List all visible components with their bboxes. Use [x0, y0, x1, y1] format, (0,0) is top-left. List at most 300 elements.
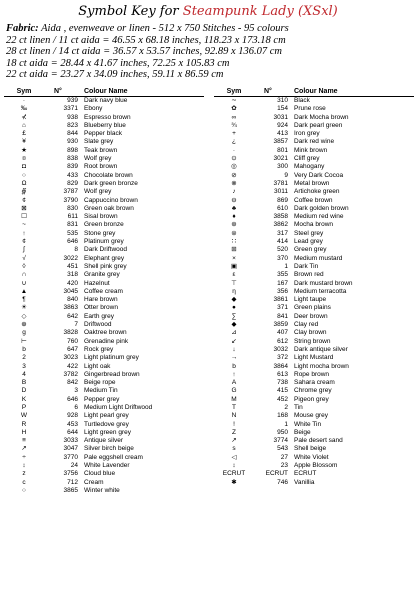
- number-cell: 842: [67, 379, 78, 387]
- symbol-cell: ¥: [22, 138, 26, 146]
- symbol-cell: G: [231, 387, 237, 395]
- table-row: [214, 313, 414, 321]
- symbol-cell: !: [233, 420, 235, 428]
- colour-name-cell: Driftwood: [84, 321, 112, 329]
- colour-name-cell: Sahara cream: [294, 379, 335, 387]
- number-cell: 2: [284, 403, 288, 411]
- colour-name-cell: Slate grey: [84, 138, 114, 146]
- colour-name-cell: Root brown: [84, 163, 118, 171]
- table-row: [4, 172, 204, 180]
- table-row: [4, 387, 204, 395]
- table-row: [214, 180, 414, 188]
- symbol-cell: ⊢: [21, 337, 27, 345]
- table-row: [4, 396, 204, 404]
- colour-name-cell: Pale eggshell cream: [84, 453, 143, 461]
- number-cell: 801: [277, 146, 288, 154]
- symbol-cell: ECRUT: [222, 470, 246, 478]
- symbol-cell: ◇: [21, 312, 27, 320]
- symbol-cell: ÷: [22, 453, 26, 461]
- table-row: [4, 412, 204, 420]
- colour-name-cell: Mahogany: [294, 163, 325, 171]
- symbol-cell: ◆: [231, 321, 237, 329]
- number-cell: 3022: [63, 254, 78, 262]
- symbol-cell: ◎: [231, 163, 237, 171]
- symbol-cell: 3: [22, 362, 26, 370]
- symbol-cell: ◊: [22, 262, 26, 270]
- table-row: [214, 188, 414, 196]
- table-row: [214, 437, 414, 445]
- symbol-cell: D: [21, 387, 27, 395]
- symbol-cell: ·: [22, 97, 26, 104]
- colour-name-cell: Otter brown: [84, 304, 118, 312]
- symbol-cell: ↑: [232, 370, 236, 378]
- number-cell: 831: [67, 221, 78, 229]
- colour-name-cell: String brown: [294, 337, 331, 345]
- number-cell: 611: [67, 213, 78, 221]
- symbol-cell: K: [21, 395, 27, 403]
- symbol-cell: ◁: [231, 453, 237, 461]
- table-row: [214, 197, 414, 205]
- symbol-table-right: [214, 88, 414, 487]
- number-cell: 823: [67, 121, 78, 129]
- table-row: [4, 313, 204, 321]
- colour-name-cell: Grenadine pink: [84, 337, 129, 345]
- table-row: [4, 147, 204, 155]
- symbol-cell: ⊠: [21, 204, 27, 212]
- number-cell: 452: [277, 395, 288, 403]
- number-cell: 3781: [273, 179, 288, 187]
- colour-name-cell: Light Mustard: [294, 354, 334, 362]
- table-row: [214, 304, 414, 312]
- table-row: [4, 421, 204, 429]
- number-cell: 3864: [273, 362, 288, 370]
- symbol-cell: ⊕: [21, 321, 27, 329]
- symbol-cell: ∑: [231, 312, 237, 320]
- table-row: [214, 470, 414, 478]
- table-row: [4, 130, 204, 138]
- number-cell: 3023: [63, 354, 78, 362]
- number-cell: 372: [277, 354, 288, 362]
- number-cell: 3774: [273, 437, 288, 445]
- table-row: [4, 271, 204, 279]
- number-cell: 451: [67, 262, 78, 270]
- table-row: [214, 105, 414, 113]
- colour-name-cell: Shell pink grey: [84, 262, 127, 270]
- symbol-cell: ↕: [22, 462, 26, 470]
- symbol-cell: →: [230, 354, 238, 362]
- symbol-cell: ¢: [22, 196, 26, 204]
- symbol-key-left-column: [4, 88, 204, 495]
- table-row: [4, 429, 204, 437]
- symbol-key-right-column: [214, 88, 414, 487]
- symbol-cell: ×: [232, 254, 236, 262]
- number-cell: 433: [67, 171, 78, 179]
- symbol-cell: s: [232, 445, 236, 453]
- colour-name-cell: Medium terracotta: [294, 287, 347, 295]
- header-sym: Sym: [4, 88, 44, 97]
- symbol-cell: +: [232, 130, 236, 138]
- symbol-cell: ♪: [232, 188, 236, 196]
- table-row: [214, 238, 414, 246]
- header-colour-name: Colour Name: [294, 88, 414, 97]
- table-row: [4, 188, 204, 196]
- colour-name-cell: Dark mustard brown: [294, 279, 353, 287]
- table-row: [214, 445, 414, 453]
- number-cell: 3047: [63, 445, 78, 453]
- number-cell: 3861: [273, 296, 288, 304]
- colour-name-cell: Chrome grey: [294, 387, 332, 395]
- symbol-cell: ⊿: [231, 329, 237, 337]
- colour-name-cell: Winter white: [84, 486, 120, 494]
- symbol-cell: ○: [22, 171, 26, 179]
- number-cell: 642: [67, 312, 78, 320]
- number-cell: 869: [277, 196, 288, 204]
- colour-name-cell: Beige rope: [84, 379, 116, 387]
- table-row: [214, 404, 414, 412]
- table-row: [4, 280, 204, 288]
- symbol-cell: ★: [21, 146, 27, 154]
- table-row: [4, 329, 204, 337]
- colour-name-cell: Dark antique silver: [294, 345, 348, 353]
- table-row: [214, 280, 414, 288]
- table-row: [4, 304, 204, 312]
- colour-name-cell: White Tin: [294, 420, 322, 428]
- colour-name-cell: Light oak: [84, 362, 111, 370]
- table-row: [214, 429, 414, 437]
- symbol-cell: ∞: [231, 113, 237, 121]
- symbol-cell: ¾: [231, 121, 237, 129]
- symbol-cell: ¢: [22, 238, 26, 246]
- table-row: [4, 296, 204, 304]
- table-row: [214, 230, 414, 238]
- colour-name-cell: Tin: [294, 403, 303, 411]
- number-cell: 830: [67, 204, 78, 212]
- symbol-cell: ⊜: [231, 229, 237, 237]
- symbol-cell: ↗: [21, 445, 27, 453]
- table-row: [4, 479, 204, 487]
- symbol-cell: ↑: [22, 229, 26, 237]
- colour-name-cell: Metal brown: [294, 179, 330, 187]
- number-cell: 300: [277, 163, 288, 171]
- table-row: [4, 180, 204, 188]
- colour-name-cell: Teak brown: [84, 146, 118, 154]
- colour-name-cell: Green bronze: [84, 221, 124, 229]
- table-row: [4, 321, 204, 329]
- table-row: [214, 205, 414, 213]
- number-cell: 613: [277, 370, 288, 378]
- colour-name-cell: Black: [294, 97, 310, 104]
- table-row: [4, 371, 204, 379]
- table-row: [214, 271, 414, 279]
- symbol-cell: g: [22, 329, 26, 337]
- symbol-cell: ¿: [232, 138, 236, 146]
- colour-name-cell: Dark golden brown: [294, 204, 349, 212]
- symbol-cell: N: [231, 412, 237, 420]
- number-cell: 950: [277, 428, 288, 436]
- number-cell: 612: [277, 337, 288, 345]
- colour-name-cell: Dark Tin: [294, 262, 319, 270]
- colour-name-cell: Cloud blue: [84, 470, 116, 478]
- symbol-cell: η: [232, 287, 236, 295]
- symbol-cell: ⊞: [231, 246, 237, 254]
- table-row: [214, 172, 414, 180]
- table-row: [214, 114, 414, 122]
- table-row: [4, 487, 204, 495]
- table-row: [4, 238, 204, 246]
- symbol-cell: ♣: [231, 204, 237, 212]
- symbol-cell: £: [22, 130, 26, 138]
- symbol-cell: ✿: [231, 105, 237, 113]
- symbol-cell: Ω: [21, 179, 27, 187]
- colour-name-cell: Light taupe: [294, 296, 327, 304]
- colour-name-cell: Light platinum grey: [84, 354, 139, 362]
- number-cell: 3863: [63, 304, 78, 312]
- symbol-table-left: [4, 88, 204, 495]
- number-cell: 355: [277, 271, 288, 279]
- table-row: [214, 462, 414, 470]
- symbol-cell: M: [231, 395, 237, 403]
- symbol-cell: ◘: [22, 163, 26, 171]
- symbol-cell: ¤: [22, 155, 26, 163]
- table-row: [4, 470, 204, 478]
- number-cell: 760: [67, 337, 78, 345]
- symbol-cell: ↙: [231, 337, 237, 345]
- colour-name-cell: Elephant grey: [84, 254, 125, 262]
- symbol-cell: ~: [22, 221, 26, 229]
- symbol-cell: ‰: [20, 105, 28, 113]
- colour-name-cell: Ebony: [84, 105, 103, 113]
- symbol-cell: ⊙: [231, 155, 237, 163]
- title-prefix: Symbol Key for: [78, 4, 179, 19]
- colour-name-cell: Pepper grey: [84, 395, 120, 403]
- colour-name-cell: Brown red: [294, 271, 324, 279]
- symbol-cell: b: [232, 362, 236, 370]
- table-row: [4, 221, 204, 229]
- number-cell: 898: [67, 146, 78, 154]
- colour-name-cell: Clay brown: [294, 329, 327, 337]
- table-row: [4, 454, 204, 462]
- colour-name-cell: Light mocha brown: [294, 362, 349, 370]
- symbol-cell: b: [22, 345, 26, 353]
- symbol-cell: ∩: [21, 271, 27, 279]
- symbol-cell: ⊀: [21, 113, 27, 121]
- symbol-cell: A: [231, 379, 237, 387]
- table-row: [214, 346, 414, 354]
- table-row: [4, 462, 204, 470]
- colour-name-cell: Dark Driftwood: [84, 246, 127, 254]
- number-cell: 939: [67, 97, 78, 104]
- symbol-cell: ⌂: [22, 121, 26, 129]
- colour-name-cell: Dark pearl green: [294, 121, 343, 129]
- colour-name-cell: Medium Light Driftwood: [84, 403, 153, 411]
- table-row: [4, 346, 204, 354]
- symbol-cell: ⊘: [231, 171, 237, 179]
- spec-line: Fabric: Aida , evenweave or linen - 512 x 750 Stitches - 95 colours: [6, 23, 289, 34]
- table-row: [214, 412, 414, 420]
- header-number: N°: [44, 88, 84, 97]
- number-cell: 318: [67, 271, 78, 279]
- colour-name-cell: Rope brown: [294, 370, 330, 378]
- number-cell: 6: [74, 403, 78, 411]
- table-row: [214, 130, 414, 138]
- page-title: [0, 4, 416, 20]
- number-cell: 938: [67, 113, 78, 121]
- table-row: [4, 105, 204, 113]
- table-row: [214, 97, 414, 106]
- colour-name-cell: Hare brown: [84, 296, 118, 304]
- number-cell: 838: [67, 155, 78, 163]
- pattern-name: Steampunk Lady (XSxl): [182, 4, 338, 19]
- table-row: [214, 338, 414, 346]
- number-cell: 8: [74, 246, 78, 254]
- colour-name-cell: Antique silver: [84, 437, 124, 445]
- colour-name-cell: Artichoke green: [294, 188, 340, 196]
- symbol-cell: T: [232, 403, 236, 411]
- number-cell: 644: [67, 428, 78, 436]
- symbol-cell: ∼: [231, 97, 237, 104]
- symbol-cell: Z: [232, 428, 236, 436]
- colour-name-cell: Wolf grey: [84, 188, 112, 196]
- colour-name-cell: Lead grey: [294, 238, 323, 246]
- table-row: [214, 421, 414, 429]
- number-cell: 924: [277, 121, 288, 129]
- colour-name-cell: Beige: [294, 428, 311, 436]
- colour-name-cell: Medium Tin: [84, 387, 118, 395]
- number-cell: 712: [67, 478, 78, 486]
- symbol-cell: ⊤: [231, 279, 237, 287]
- table-row: [4, 155, 204, 163]
- colour-name-cell: Green oak brown: [84, 204, 134, 212]
- number-cell: 453: [67, 420, 78, 428]
- colour-name-cell: Oaktree brown: [84, 329, 127, 337]
- number-cell: 414: [277, 238, 288, 246]
- colour-name-cell: Silver birch beige: [84, 445, 134, 453]
- number-cell: 168: [277, 412, 288, 420]
- number-cell: 3787: [63, 188, 78, 196]
- table-row: [4, 363, 204, 371]
- number-cell: 3782: [63, 370, 78, 378]
- number-cell: 310: [277, 97, 288, 104]
- symbol-cell: W: [20, 412, 28, 420]
- colour-name-cell: Pepper black: [84, 130, 122, 138]
- colour-name-cell: Mocha brown: [294, 221, 334, 229]
- table-row: [4, 138, 204, 146]
- number-cell: 3: [74, 387, 78, 395]
- colour-name-cell: Apple Blossom: [294, 462, 338, 470]
- table-row: [4, 122, 204, 130]
- number-cell: 3858: [273, 213, 288, 221]
- colour-name-cell: White Violet: [294, 453, 329, 461]
- table-row: [214, 329, 414, 337]
- number-cell: 746: [277, 478, 288, 486]
- table-row: [214, 321, 414, 329]
- table-row: [4, 97, 204, 106]
- table-row: [214, 363, 414, 371]
- symbol-cell: ✱: [231, 478, 237, 486]
- number-cell: 3031: [273, 113, 288, 121]
- table-row: [4, 114, 204, 122]
- number-cell: 646: [67, 395, 78, 403]
- colour-name-cell: Mink brown: [294, 146, 328, 154]
- table-row: [214, 288, 414, 296]
- table-row: [214, 479, 414, 487]
- table-row: [214, 454, 414, 462]
- table-row: [4, 437, 204, 445]
- symbol-cell: ∷: [231, 238, 237, 246]
- number-cell: 3857: [273, 138, 288, 146]
- number-cell: 543: [277, 445, 288, 453]
- table-row: [4, 197, 204, 205]
- colour-name-cell: Blueberry blue: [84, 121, 126, 129]
- table-row: [214, 122, 414, 130]
- symbol-cell: z: [22, 470, 26, 478]
- number-cell: 167: [277, 279, 288, 287]
- number-cell: 646: [67, 238, 78, 246]
- number-cell: 520: [277, 246, 288, 254]
- symbol-cell: 4: [22, 370, 26, 378]
- colour-name-cell: Light green grey: [84, 428, 131, 436]
- number-cell: 3865: [63, 486, 78, 494]
- colour-name-cell: Mouse grey: [294, 412, 328, 420]
- number-cell: 407: [277, 329, 288, 337]
- number-cell: 27: [280, 453, 288, 461]
- colour-name-cell: Dark navy blue: [84, 97, 128, 104]
- number-cell: 839: [67, 163, 78, 171]
- symbol-cell: P: [21, 403, 27, 411]
- table-row: [214, 396, 414, 404]
- number-cell: 930: [67, 138, 78, 146]
- symbol-cell: ∫: [23, 246, 25, 254]
- number-cell: 3371: [63, 105, 78, 113]
- symbol-cell: B: [21, 379, 27, 387]
- number-cell: 3770: [63, 453, 78, 461]
- number-cell: 3756: [63, 470, 78, 478]
- colour-name-cell: Granite grey: [84, 271, 120, 279]
- colour-name-cell: Rock grey: [84, 345, 114, 353]
- colour-name-cell: Prune rose: [294, 105, 326, 113]
- table-row: [214, 155, 414, 163]
- table-row: [4, 163, 204, 171]
- number-cell: ECRUT: [265, 470, 288, 478]
- table-row: [214, 371, 414, 379]
- colour-name-cell: Shell beige: [294, 445, 327, 453]
- symbol-cell: ◆: [231, 296, 237, 304]
- colour-name-cell: Platinum grey: [84, 238, 124, 246]
- spec-line: 18 ct aida = 28.44 x 41.67 inches, 72.25 x 105.83 cm: [6, 57, 230, 69]
- symbol-cell: ▣: [230, 262, 238, 270]
- table-row: [214, 246, 414, 254]
- table-row: [4, 288, 204, 296]
- symbol-cell: R: [21, 420, 27, 428]
- colour-name-cell: Pigeon grey: [294, 395, 329, 403]
- colour-name-cell: Dark green bronze: [84, 179, 138, 187]
- colour-name-cell: Medium red wine: [294, 213, 344, 221]
- symbol-cell: ○: [22, 486, 26, 494]
- symbol-cell: ☀: [21, 304, 27, 312]
- number-cell: 829: [67, 179, 78, 187]
- colour-name-cell: Light pearl grey: [84, 412, 129, 420]
- symbol-cell: ↓: [232, 345, 236, 353]
- colour-name-cell: Coffee cream: [84, 287, 123, 295]
- number-cell: 1: [284, 262, 288, 270]
- number-cell: 647: [67, 345, 78, 353]
- colour-name-cell: Cappuccino brown: [84, 196, 138, 204]
- symbol-cell: ●: [232, 304, 236, 312]
- symbol-cell: c: [22, 478, 26, 486]
- number-cell: 413: [277, 130, 288, 138]
- symbol-cell: ▲: [20, 287, 28, 295]
- symbol-cell: ↕: [232, 462, 236, 470]
